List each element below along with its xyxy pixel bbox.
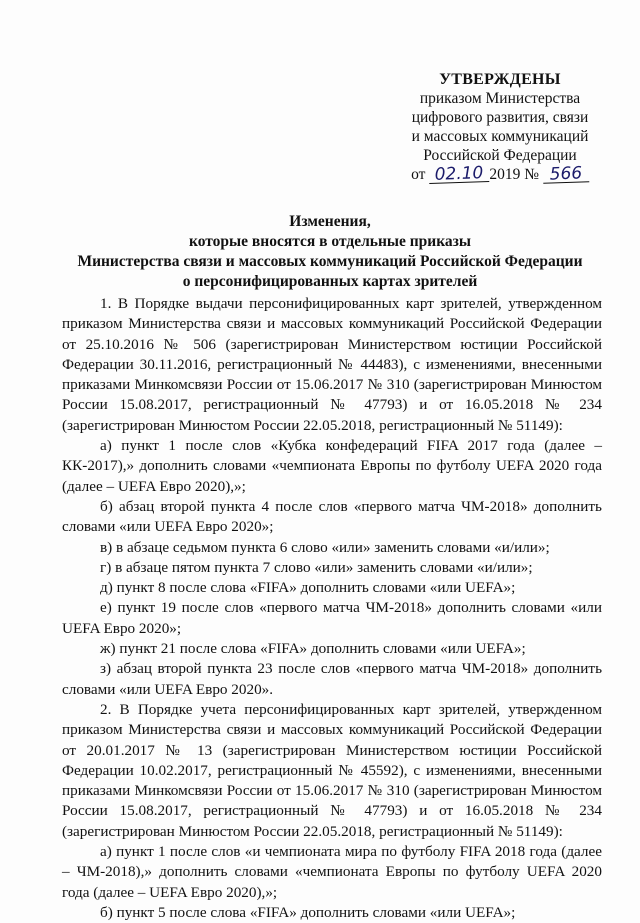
document-title [60,212,600,292]
date-prefix: от [411,166,426,183]
title-line-4: о персонифицированных картах зрителей [182,273,478,290]
approval-stamp [380,70,620,184]
handwritten-date: 02.10 [429,165,490,184]
paragraph-1d: д) пункт 8 после слова «FIFA» дополнить словами «или UEFA»; [100,579,516,597]
paragraph-2: 2. В Порядке учета персонифицированных карт зрителей, утвержденном приказом Министерства связи и массовых коммуникаций Российской Федерации от 20.01.2017 № 13 (зарегистрирован Министерством юстиции Российской Федерации 10.02.2017, регистрационный № 45592), с изменениями, внесенными приказами Минкомсвязи России от 15.06.2017 № 310 (зарегистрирован Минюстом России 15.08.2017, регистрационный № 47793) и от 16.05.2018 № 234 (зарегистрирован Минюстом России 22.05.2018, регистрационный № 51149): [62,700,602,840]
paragraph-1a: а) пункт 1 после слов «Кубка конфедераций FIFA 2017 года (далее – КК-2017),» дополнить словами «чемпионата Европы по футболу UEFA 2020 года (далее – UEFA Евро 2020),»; [62,437,602,495]
approval-heading: УТВЕРЖДЕНЫ [439,71,561,88]
title-line-1: Изменения, [289,213,371,230]
title-line-3: Министерства связи и массовых коммуникаций Российской Федерации [77,253,583,270]
paragraph-1b: б) абзац второй пункта 4 после слов «первого матча ЧМ-2018» дополнить словами «или UEFA Евро 2020»; [62,497,602,536]
paragraph-2a: а) пункт 1 после слов «и чемпионата мира по футболу FIFA 2018 года (далее – ЧМ-2018),» дополнить словами «чемпионата Европы по футболу UEFA 2020 года (далее – UEFA Евро 2020),»; [62,843,602,901]
approval-line-4: Российской Федерации [423,147,577,164]
approval-date-line [380,165,620,184]
document-body [62,294,602,923]
approval-line-2: цифрового развития, связи [411,109,589,126]
paragraph-1zh: ж) пункт 21 после слова «FIFA» дополнить словами «или UEFA»; [100,640,526,658]
approval-line-1: приказом Министерства [419,90,581,107]
approval-line-3: и массовых коммуникаций [411,128,589,145]
paragraph-2b: б) пункт 5 после слова «FIFA» дополнить словами «или UEFA»; [100,903,516,921]
paragraph-1z: з) абзац второй пункта 23 после слов «первого матча ЧМ-2018» дополнить словами «или UEFA Евро 2020». [62,660,602,698]
paragraph-1: 1. В Порядке выдачи персонифицированных карт зрителей, утвержденном приказом Министерства связи и массовых коммуникаций Российской Федерации от 25.10.2016 № 506 (зарегистрирован Министерством юстиции Российской Федерации 30.11.2016, регистрационный № 44483), с изменениями, внесенными приказами Минкомсвязи России от 15.06.2017 № 310 (зарегистрирован Минюстом России 15.08.2017, регистрационный № 47793) и от 16.05.2018 № 234 (зарегистрирован Минюстом России 22.05.2018, регистрационный № 51149): [62,295,602,434]
year-and-number-label: 2019 № [489,166,539,183]
paragraph-1g: г) в абзаце пятом пункта 7 слово «или» заменить словами «и/или»; [100,558,533,576]
title-line-2: которые вносятся в отдельные приказы [188,233,472,250]
handwritten-order-number: 566 [543,165,590,184]
paragraph-1e: е) пункт 19 после слов «первого матча ЧМ-2018» дополнить словами «или UEFA Евро 2020»; [62,599,602,637]
paragraph-1v: в) в абзаце седьмом пункта 6 слово «или» заменить словами «и/или»; [100,538,550,556]
